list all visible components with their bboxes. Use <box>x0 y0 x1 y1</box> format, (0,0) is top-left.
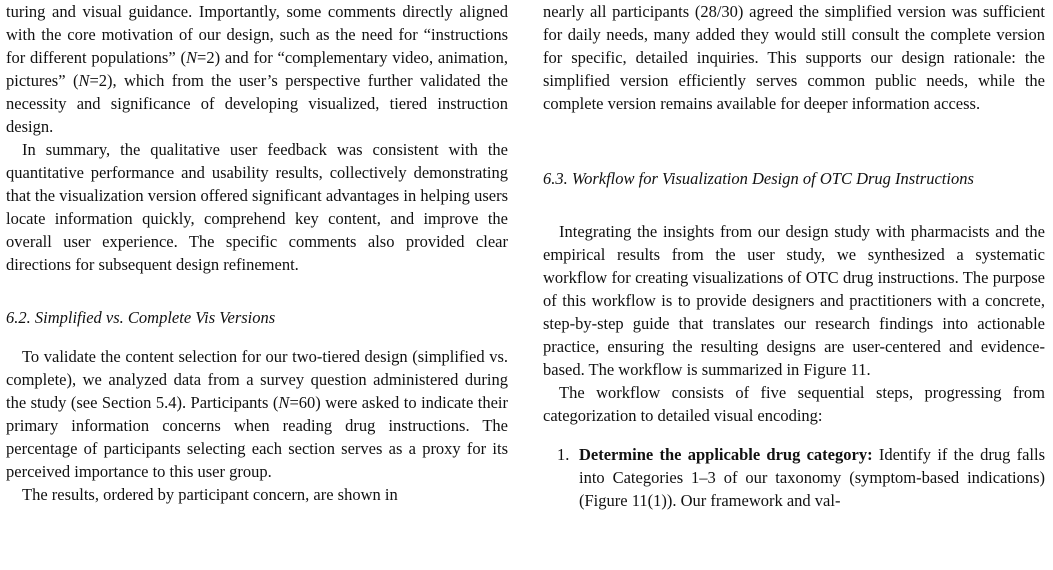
left-column <box>6 0 508 506</box>
paragraph-workflow-steps: The workflow consists of five sequential steps, progressing from categorization to detailed visual encoding: <box>543 383 1045 425</box>
paragraph-results-intro: The results, ordered by participant concern, are shown in <box>22 485 398 504</box>
paragraph-survey-method: To validate the content selection for our two-tiered design (simplified vs. complete), we analyzed data from a survey question administered during the study (see Section 5.4). Participants (N=60) were asked to indicate their primary information concerns when reading drug instructions. The percentage of participants selecting each section serves as a proxy for its perceived importance to this user group. <box>6 347 508 481</box>
section-heading-6-2: 6.2. Simplified vs. Complete Vis Versions <box>6 308 276 327</box>
paragraph-summary: In summary, the qualitative user feedback was consistent with the quantitative performance and usability results, collectively demonstrating that the visualization version offered significant advantages in helping users locate information quickly, comprehend key content, and improve the overall user experience. The specific comments also provided clear directions for subsequent design refinement. <box>6 140 508 274</box>
section-heading-6-3 <box>543 167 1045 190</box>
step-number: 1. <box>557 445 570 464</box>
workflow-step-list <box>543 443 1045 512</box>
workflow-step <box>543 443 1045 512</box>
step-lead: Determine the applicable drug category: <box>579 445 873 464</box>
paragraph-workflow-intro: Integrating the insights from our design study with pharmacists and the empirical results from the user study, we synthesized a systematic workflow for creating visualizations of OTC drug instructions. The purpose of this workflow is to provide designers and practitioners with a concrete, step-by-step guide that translates our research findings into actionable practice, ensuring the resulting designs are user-centered and evidence-based. The workflow is summarized in Figure 11. <box>543 222 1045 379</box>
paragraph-simplified-sufficient: nearly all participants (28/30) agreed the simplified version was sufficient for daily needs, many added they would still consult the complete version for specific, detailed inquiries. This supports our design rationale: the simplified version efficiently serves common public needs, while the complete version remains available for deeper information access. <box>543 2 1045 113</box>
step-text: Identify if the drug falls into Categories 1–3 of our taxonomy (symptom-based indications) (Figure 11(1)). Our framework and val- <box>579 445 1045 510</box>
right-column <box>543 0 1045 512</box>
section-heading-number: 6.3. <box>543 169 568 188</box>
paragraph-feedback-comments: turing and visual guidance. Importantly, some comments directly aligned with the core motivation of our design, such as the need for “instructions for different populations” (N=2) and for “complementary video, animation, pictures” (N=2), which from the user’s perspective further validated the necessity and significance of developing visualized, tiered instruction design. <box>6 2 508 136</box>
section-heading-title: Workflow for Visualization Design of OTC Drug Instructions <box>571 169 974 188</box>
